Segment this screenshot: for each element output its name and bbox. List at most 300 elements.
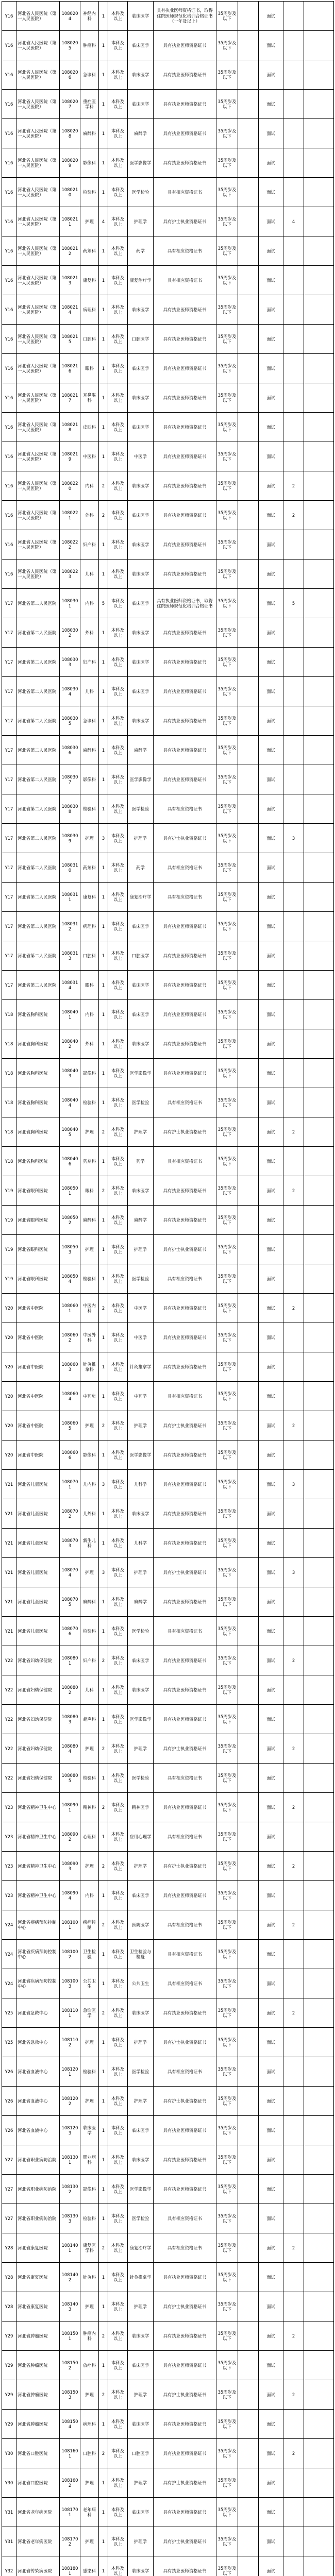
education-cell: 本科及以上 <box>108 1734 128 1764</box>
major-cell: 临床医学 <box>128 2321 154 2351</box>
table-row <box>2 1852 334 1881</box>
age-requirement-cell: 35周岁及以下 <box>216 2321 238 2351</box>
age-requirement-cell: 35周岁及以下 <box>216 1117 238 1147</box>
headcount-cell: 1 <box>99 2057 108 2087</box>
position-code-cell: 1080308 <box>60 794 80 824</box>
assessment-method-cell: 面试 <box>259 1764 283 1793</box>
qualifications-cell: 具有执业医师资格证书 <box>154 295 216 325</box>
remarks-cell <box>304 1675 334 1705</box>
position-name-cell: 检验科 <box>80 178 99 207</box>
headcount-cell: 1 <box>99 1029 108 1059</box>
row-number-cell: Y31 <box>2 2527 16 2556</box>
major-cell: 临床医学 <box>128 501 154 530</box>
ratio-cell <box>283 2263 304 2292</box>
exam-cell <box>238 1206 259 1235</box>
remarks-cell <box>304 2410 334 2439</box>
assessment-method-cell: 面试 <box>259 2439 283 2468</box>
qualifications-cell: 具有相应资格证书 <box>154 1940 216 1969</box>
row-number-cell: Y29 <box>2 2351 16 2380</box>
remarks-cell <box>304 2380 334 2410</box>
headcount-cell: 1 <box>99 765 108 794</box>
education-cell: 本科及以上 <box>108 2410 128 2439</box>
position-code-cell: 1081403 <box>60 2292 80 2321</box>
position-code-cell: 1080208 <box>60 119 80 148</box>
ratio-cell <box>283 1059 304 1088</box>
table-row <box>2 471 334 501</box>
major-cell: 临床医学 <box>128 2498 154 2527</box>
assessment-method-cell: 面试 <box>259 2116 283 2145</box>
ratio-cell <box>283 2116 304 2145</box>
position-name-cell: 口腔科 <box>80 2439 99 2468</box>
major-cell: 儿科学 <box>128 1470 154 1499</box>
remarks-cell <box>304 1147 334 1176</box>
assessment-method-cell: 面试 <box>259 853 283 883</box>
remarks-cell <box>304 1382 334 1411</box>
recruitment-table-sheet <box>2 1 333 2576</box>
major-cell: 临床医学 <box>128 2 154 31</box>
table-row <box>2 883 334 912</box>
remarks-cell <box>304 1940 334 1969</box>
table-row <box>2 2321 334 2351</box>
headcount-cell: 2 <box>99 2321 108 2351</box>
qualifications-cell: 具有护士执业资格证书 <box>154 1734 216 1764</box>
ratio-cell <box>283 1881 304 1910</box>
row-number-cell: Y19 <box>2 1176 16 1206</box>
ratio-cell <box>283 2028 304 2057</box>
qualifications-cell: 具有执业医师资格证书 <box>154 1998 216 2028</box>
position-code-cell: 1080223 <box>60 560 80 589</box>
row-number-cell: Y17 <box>2 941 16 971</box>
qualifications-cell: 具有执业医师资格证书 <box>154 1499 216 1529</box>
assessment-method-cell: 面试 <box>259 1264 283 1294</box>
headcount-cell: 1 <box>99 295 108 325</box>
education-cell: 本科及以上 <box>108 824 128 853</box>
position-code-cell: 1080704 <box>60 1558 80 1587</box>
assessment-method-cell: 面试 <box>259 618 283 648</box>
ratio-cell: 2 <box>283 2321 304 2351</box>
exam-cell <box>238 413 259 442</box>
employer-cell: 河北省肿瘤医院 <box>16 2380 60 2410</box>
remarks-cell <box>304 941 334 971</box>
age-requirement-cell: 35周岁及以下 <box>216 1910 238 1940</box>
table-row <box>2 1235 334 1264</box>
ratio-cell <box>283 1499 304 1529</box>
assessment-method-cell: 面试 <box>259 589 283 618</box>
headcount-cell: 1 <box>99 560 108 589</box>
assessment-method-cell: 面试 <box>259 1734 283 1764</box>
ratio-cell <box>283 119 304 148</box>
assessment-method-cell: 面试 <box>259 560 283 589</box>
employer-cell: 河北省人民医院（第一人民医院） <box>16 90 60 119</box>
assessment-method-cell: 面试 <box>259 1969 283 1998</box>
exam-cell <box>238 325 259 354</box>
remarks-cell <box>304 2439 334 2468</box>
age-requirement-cell: 35周岁及以下 <box>216 2351 238 2380</box>
row-number-cell: Y24 <box>2 1969 16 1998</box>
position-code-cell: 1080313 <box>60 941 80 971</box>
remarks-cell <box>304 1793 334 1822</box>
exam-cell <box>238 1998 259 2028</box>
position-name-cell: 药剂科 <box>80 853 99 883</box>
headcount-cell: 2 <box>99 1852 108 1881</box>
row-number-cell: Y23 <box>2 1822 16 1852</box>
ratio-cell <box>283 560 304 589</box>
remarks-cell <box>304 2351 334 2380</box>
table-row <box>2 207 334 236</box>
employer-cell: 河北省老年病医院 <box>16 2498 60 2527</box>
major-cell: 医学检验 <box>128 1617 154 1646</box>
qualifications-cell: 具有执业医师资格证书 <box>154 1323 216 1352</box>
exam-cell <box>238 560 259 589</box>
age-requirement-cell: 35周岁及以下 <box>216 2 238 31</box>
headcount-cell: 1 <box>99 2028 108 2057</box>
exam-cell <box>238 2351 259 2380</box>
exam-cell <box>238 2057 259 2087</box>
employer-cell: 河北省人民医院（第一人民医院） <box>16 178 60 207</box>
remarks-cell <box>304 2468 334 2498</box>
ratio-cell <box>283 912 304 941</box>
row-number-cell: Y17 <box>2 736 16 765</box>
row-number-cell: Y16 <box>2 148 16 178</box>
position-code-cell: 1080311 <box>60 883 80 912</box>
ratio-cell <box>283 2410 304 2439</box>
employer-cell: 河北省精神卫生中心 <box>16 1881 60 1910</box>
row-number-cell: Y22 <box>2 1705 16 1734</box>
position-name-cell: 检验科 <box>80 794 99 824</box>
headcount-cell: 2 <box>99 1793 108 1822</box>
qualifications-cell: 具有执业医师资格证书 <box>154 1793 216 1822</box>
row-number-cell: Y24 <box>2 1940 16 1969</box>
exam-cell <box>238 1529 259 1558</box>
position-code-cell: 1080605 <box>60 1411 80 1440</box>
major-cell: 护理学 <box>128 2028 154 2057</box>
age-requirement-cell: 35周岁及以下 <box>216 325 238 354</box>
position-code-cell: 1080702 <box>60 1499 80 1529</box>
education-cell: 本科及以上 <box>108 2028 128 2057</box>
row-number-cell: Y32 <box>2 2556 16 2576</box>
major-cell: 中药学 <box>128 1382 154 1411</box>
major-cell: 医学检验 <box>128 178 154 207</box>
table-row <box>2 1088 334 1117</box>
employer-cell: 河北省人民医院（第一人民医院） <box>16 471 60 501</box>
headcount-cell: 1 <box>99 2468 108 2498</box>
major-cell: 口腔医学 <box>128 325 154 354</box>
qualifications-cell: 具有相应资格证书 <box>154 2204 216 2233</box>
employer-cell: 河北省胸科医院 <box>16 1147 60 1176</box>
position-name-cell: 药剂科 <box>80 236 99 266</box>
exam-cell <box>238 2233 259 2263</box>
ratio-cell <box>283 1352 304 1382</box>
remarks-cell <box>304 2233 334 2263</box>
position-name-cell: 儿科 <box>80 1675 99 1705</box>
qualifications-cell: 具有执业医师资格证书 <box>154 1294 216 1323</box>
major-cell: 临床医学 <box>128 2351 154 2380</box>
exam-cell <box>238 2556 259 2576</box>
remarks-cell <box>304 1881 334 1910</box>
position-code-cell: 1080404 <box>60 1088 80 1117</box>
remarks-cell <box>304 1499 334 1529</box>
age-requirement-cell: 35周岁及以下 <box>216 560 238 589</box>
remarks-cell <box>304 1852 334 1881</box>
education-cell: 本科及以上 <box>108 1235 128 1264</box>
education-cell: 本科及以上 <box>108 354 128 383</box>
table-row <box>2 1176 334 1206</box>
assessment-method-cell: 面试 <box>259 295 283 325</box>
major-cell: 临床医学 <box>128 1499 154 1529</box>
table-row <box>2 1822 334 1852</box>
assessment-method-cell: 面试 <box>259 1910 283 1940</box>
qualifications-cell: 具有相应资格证书 <box>154 1764 216 1793</box>
headcount-cell: 1 <box>99 1206 108 1235</box>
qualifications-cell: 具有执业医师资格证书 <box>154 736 216 765</box>
major-cell: 医学影像学 <box>128 1059 154 1088</box>
age-requirement-cell: 35周岁及以下 <box>216 2468 238 2498</box>
assessment-method-cell: 面试 <box>259 1382 283 1411</box>
position-code-cell: 1080309 <box>60 824 80 853</box>
exam-cell <box>238 824 259 853</box>
education-cell: 本科及以上 <box>108 1617 128 1646</box>
position-name-cell: 肿瘤科 <box>80 31 99 60</box>
major-cell: 临床医学 <box>128 2116 154 2145</box>
ratio-cell: 2 <box>283 1998 304 2028</box>
ratio-cell <box>283 1264 304 1294</box>
employer-cell: 河北省人民医院（第一人民医院） <box>16 325 60 354</box>
assessment-method-cell: 面试 <box>259 736 283 765</box>
exam-cell <box>238 501 259 530</box>
row-number-cell: Y27 <box>2 2145 16 2175</box>
assessment-method-cell: 面试 <box>259 1793 283 1822</box>
position-code-cell: 1080805 <box>60 1764 80 1793</box>
position-name-cell: 康复科 <box>80 883 99 912</box>
table-row <box>2 2116 334 2145</box>
age-requirement-cell: 35周岁及以下 <box>216 589 238 618</box>
qualifications-cell: 具有执业医师资格证书 <box>154 648 216 677</box>
position-name-cell: 中医外科 <box>80 1323 99 1352</box>
position-code-cell: 1080212 <box>60 236 80 266</box>
exam-cell <box>238 1323 259 1352</box>
remarks-cell <box>304 2116 334 2145</box>
position-code-cell: 1080307 <box>60 765 80 794</box>
headcount-cell: 1 <box>99 2351 108 2380</box>
row-number-cell: Y27 <box>2 2204 16 2233</box>
position-code-cell: 1081503 <box>60 2380 80 2410</box>
table-row <box>2 2057 334 2087</box>
position-name-cell: 护理 <box>80 1235 99 1264</box>
assessment-method-cell: 面试 <box>259 1088 283 1117</box>
position-name-cell: 病理科 <box>80 912 99 941</box>
education-cell: 本科及以上 <box>108 295 128 325</box>
row-number-cell: Y31 <box>2 2498 16 2527</box>
qualifications-cell: 具有执业医师资格证书 <box>154 1587 216 1617</box>
qualifications-cell: 具有相应资格证书 <box>154 1147 216 1176</box>
major-cell: 临床医学 <box>128 912 154 941</box>
exam-cell <box>238 471 259 501</box>
table-body <box>2 2 334 2576</box>
exam-cell <box>238 31 259 60</box>
exam-cell <box>238 2321 259 2351</box>
major-cell: 临床医学 <box>128 60 154 90</box>
position-name-cell: 超声科 <box>80 1705 99 1734</box>
position-code-cell: 1080216 <box>60 354 80 383</box>
recruitment-table <box>2 1 334 2576</box>
remarks-cell <box>304 178 334 207</box>
remarks-cell <box>304 60 334 90</box>
position-name-cell: 眼科 <box>80 354 99 383</box>
position-name-cell: 疾病控制 <box>80 1910 99 1940</box>
assessment-method-cell: 面试 <box>259 1822 283 1852</box>
qualifications-cell: 具有执业医师资格证书 <box>154 90 216 119</box>
headcount-cell: 1 <box>99 1529 108 1558</box>
position-name-cell: 检验科 <box>80 1764 99 1793</box>
position-name-cell: 感染科 <box>80 2556 99 2576</box>
row-number-cell: Y18 <box>2 1029 16 1059</box>
ratio-cell: 2 <box>283 1852 304 1881</box>
row-number-cell: Y18 <box>2 1000 16 1029</box>
education-cell: 本科及以上 <box>108 2233 128 2263</box>
position-code-cell: 1080603 <box>60 1352 80 1382</box>
age-requirement-cell: 35周岁及以下 <box>216 706 238 736</box>
employer-cell: 河北省康复医院 <box>16 2292 60 2321</box>
ratio-cell <box>283 1147 304 1176</box>
age-requirement-cell: 35周岁及以下 <box>216 1411 238 1440</box>
position-name-cell: 耳鼻喉科 <box>80 383 99 413</box>
exam-cell <box>238 2263 259 2292</box>
major-cell: 精神医学 <box>128 1793 154 1822</box>
qualifications-cell: 具有执业医师资格证书 <box>154 1059 216 1088</box>
headcount-cell: 1 <box>99 1617 108 1646</box>
exam-cell <box>238 1147 259 1176</box>
qualifications-cell: 具有执业医师资格证书 <box>154 2556 216 2576</box>
headcount-cell: 1 <box>99 2175 108 2204</box>
position-code-cell: 1080207 <box>60 90 80 119</box>
employer-cell: 河北省人民医院（第一人民医院） <box>16 560 60 589</box>
employer-cell: 河北省第二人民医院 <box>16 912 60 941</box>
table-row <box>2 1617 334 1646</box>
education-cell: 本科及以上 <box>108 1117 128 1147</box>
position-code-cell: 1080703 <box>60 1529 80 1558</box>
exam-cell <box>238 90 259 119</box>
age-requirement-cell: 35周岁及以下 <box>216 1382 238 1411</box>
position-name-cell: 护理 <box>80 2380 99 2410</box>
ratio-cell: 3 <box>283 1558 304 1587</box>
ratio-cell <box>283 383 304 413</box>
employer-cell: 河北省儿童医院 <box>16 1499 60 1529</box>
headcount-cell: 1 <box>99 383 108 413</box>
exam-cell <box>238 1587 259 1617</box>
position-name-cell: 麻醉科 <box>80 1206 99 1235</box>
position-name-cell: 内科 <box>80 1000 99 1029</box>
table-row <box>2 1940 334 1969</box>
row-number-cell: Y16 <box>2 530 16 560</box>
headcount-cell: 2 <box>99 1294 108 1323</box>
headcount-cell: 1 <box>99 90 108 119</box>
assessment-method-cell: 面试 <box>259 1705 283 1734</box>
position-code-cell: 1080213 <box>60 266 80 295</box>
employer-cell: 河北省中医院 <box>16 1352 60 1382</box>
employer-cell: 河北省第二人民医院 <box>16 824 60 853</box>
education-cell: 本科及以上 <box>108 1646 128 1675</box>
assessment-method-cell: 面试 <box>259 2498 283 2527</box>
major-cell: 护理学 <box>128 1558 154 1587</box>
position-code-cell: 1080602 <box>60 1323 80 1352</box>
row-number-cell: Y17 <box>2 971 16 1000</box>
assessment-method-cell: 面试 <box>259 2410 283 2439</box>
headcount-cell: 1 <box>99 736 108 765</box>
education-cell: 本科及以上 <box>108 2351 128 2380</box>
major-cell: 中医学 <box>128 1323 154 1352</box>
major-cell: 应用心理学 <box>128 1822 154 1852</box>
assessment-method-cell: 面试 <box>259 2263 283 2292</box>
employer-cell: 河北省第二人民医院 <box>16 765 60 794</box>
remarks-cell <box>304 1206 334 1235</box>
exam-cell <box>238 589 259 618</box>
ratio-cell: 2 <box>283 1411 304 1440</box>
headcount-cell: 1 <box>99 119 108 148</box>
remarks-cell <box>304 1440 334 1470</box>
position-code-cell: 1080504 <box>60 1264 80 1294</box>
employer-cell: 河北省康复医院 <box>16 2263 60 2292</box>
exam-cell <box>238 1793 259 1822</box>
remarks-cell <box>304 413 334 442</box>
table-row <box>2 1793 334 1822</box>
education-cell: 本科及以上 <box>108 560 128 589</box>
remarks-cell <box>304 1617 334 1646</box>
age-requirement-cell: 35周岁及以下 <box>216 912 238 941</box>
position-name-cell: 儿内科 <box>80 1470 99 1499</box>
age-requirement-cell: 35周岁及以下 <box>216 2292 238 2321</box>
major-cell: 临床医学 <box>128 383 154 413</box>
headcount-cell: 3 <box>99 824 108 853</box>
ratio-cell <box>283 295 304 325</box>
table-row <box>2 1646 334 1675</box>
ratio-cell <box>283 2145 304 2175</box>
major-cell: 医学检验 <box>128 794 154 824</box>
qualifications-cell: 具有执业医师资格证书 <box>154 1529 216 1558</box>
assessment-method-cell: 面试 <box>259 2233 283 2263</box>
qualifications-cell: 具有护士执业资格证书 <box>154 2292 216 2321</box>
position-code-cell: 1081003 <box>60 1969 80 1998</box>
remarks-cell <box>304 1587 334 1617</box>
exam-cell <box>238 618 259 648</box>
position-code-cell: 1080310 <box>60 853 80 883</box>
qualifications-cell: 具有执业医师资格证书 <box>154 1176 216 1206</box>
row-number-cell: Y22 <box>2 1646 16 1675</box>
remarks-cell <box>304 1470 334 1499</box>
position-code-cell: 1080802 <box>60 1675 80 1705</box>
employer-cell: 河北省人民医院（第一人民医院） <box>16 148 60 178</box>
row-number-cell: Y23 <box>2 1881 16 1910</box>
employer-cell: 河北省妇幼保健院 <box>16 1764 60 1793</box>
headcount-cell: 1 <box>99 853 108 883</box>
assessment-method-cell: 面试 <box>259 1499 283 1529</box>
major-cell: 医学检验 <box>128 1264 154 1294</box>
position-code-cell: 1080302 <box>60 618 80 648</box>
remarks-cell <box>304 2028 334 2057</box>
ratio-cell <box>283 354 304 383</box>
headcount-cell: 2 <box>99 1411 108 1440</box>
position-code-cell: 1080804 <box>60 1734 80 1764</box>
major-cell: 儿科学 <box>128 1529 154 1558</box>
assessment-method-cell: 面试 <box>259 1206 283 1235</box>
assessment-method-cell: 面试 <box>259 2087 283 2116</box>
qualifications-cell: 具有执业医师资格证书，取得住院医师规范化培训合格证书（一年及以上） <box>154 2 216 31</box>
row-number-cell: Y17 <box>2 912 16 941</box>
qualifications-cell: 具有执业医师资格证书 <box>154 971 216 1000</box>
headcount-cell: 1 <box>99 148 108 178</box>
position-name-cell: 影像科 <box>80 1440 99 1470</box>
assessment-method-cell: 面试 <box>259 1675 283 1705</box>
education-cell: 本科及以上 <box>108 148 128 178</box>
